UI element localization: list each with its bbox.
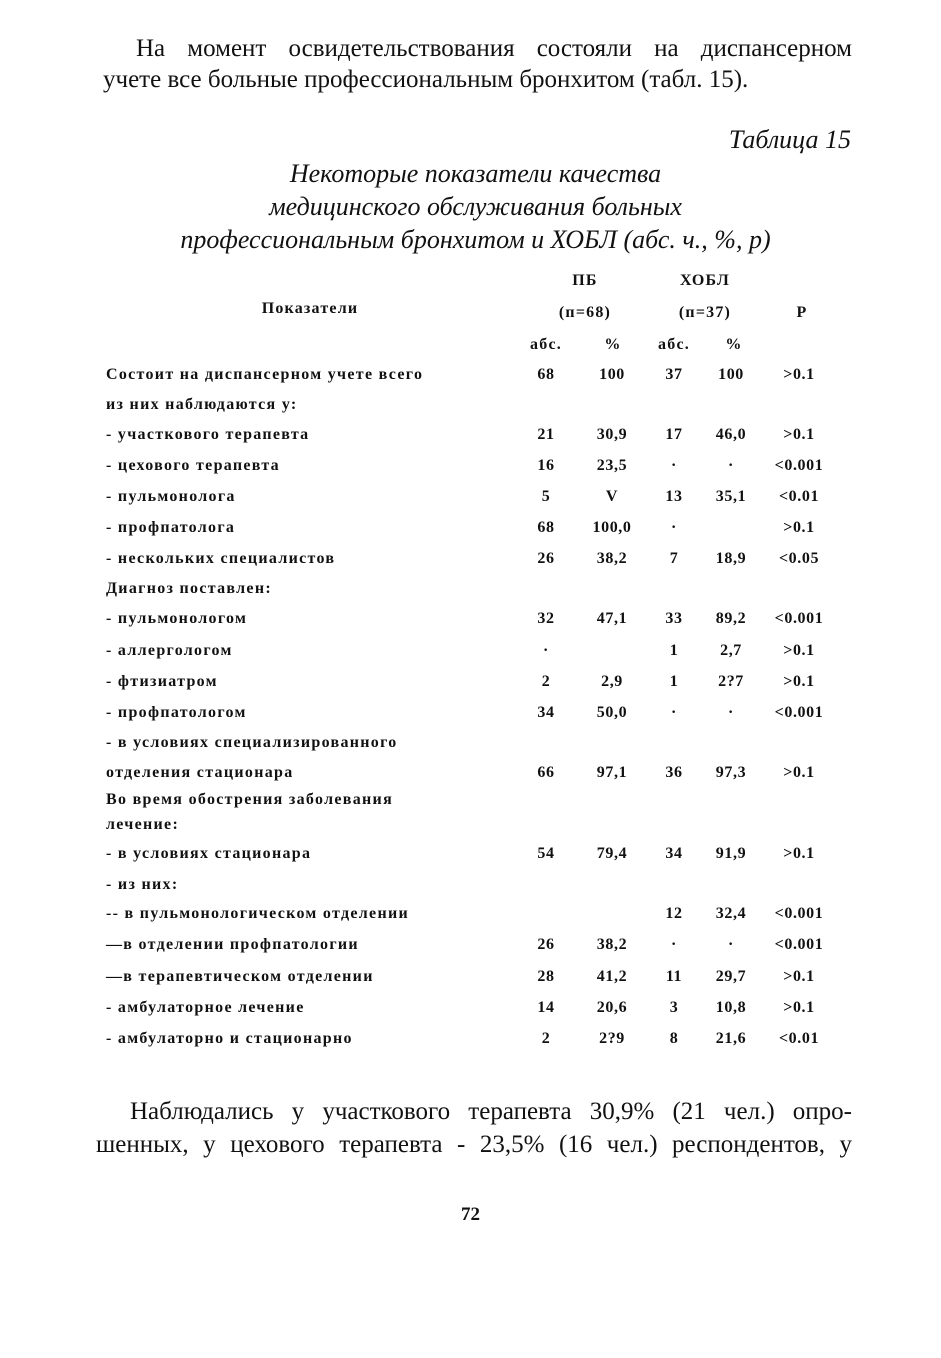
- cell-copd-abs: 33: [665, 610, 683, 627]
- header-copd-abs: абс.: [658, 336, 690, 353]
- cell-pb-abs: 32: [537, 610, 555, 627]
- table-caption-line: медицинского обслуживания больных: [269, 192, 682, 221]
- cell-copd-pct: 18,9: [715, 550, 747, 567]
- cell-pb-pct: 100,0: [592, 519, 632, 536]
- cell-pb-pct: 2?9: [599, 1030, 625, 1047]
- cell-copd-pct: 29,7: [715, 968, 747, 985]
- cell-copd-pct: 32,4: [715, 905, 747, 922]
- cell-copd-abs: 1: [669, 642, 679, 659]
- cell-copd-pct: 97,3: [715, 764, 747, 781]
- cell-p: >0.1: [783, 366, 815, 383]
- cell-pb-abs: 66: [537, 764, 555, 781]
- cell-copd-abs: 1: [669, 673, 679, 690]
- cell-pb-pct: 20,6: [596, 999, 628, 1016]
- cell-p: >0.1: [783, 999, 815, 1016]
- cell-copd-pct: 21,6: [715, 1030, 747, 1047]
- cell-copd-pct: 100: [718, 366, 744, 383]
- header-copd: ХОБЛ: [679, 272, 731, 289]
- row-label: - цехового терапевта: [106, 457, 280, 474]
- cell-copd-abs: 17: [665, 426, 683, 443]
- table-number: Таблица 15: [728, 125, 851, 154]
- cell-copd-pct: 89,2: [715, 610, 747, 627]
- row-label: -- в пульмонологическом отделении: [106, 905, 410, 922]
- row-label: - нескольких специалистов: [106, 550, 336, 567]
- cell-pb-abs: 26: [537, 550, 555, 567]
- cell-pb-pct: 100: [599, 366, 625, 383]
- row-label: - фтизиатром: [106, 673, 218, 690]
- cell-copd-abs: ·: [671, 704, 677, 721]
- cell-pb-pct: 97,1: [596, 764, 628, 781]
- cell-pb-pct: V: [605, 488, 619, 505]
- page-number: 72: [461, 1204, 480, 1225]
- row-label: - из них:: [106, 876, 179, 893]
- cell-pb-abs: 2: [541, 1030, 551, 1047]
- cell-p: <0.001: [774, 457, 824, 474]
- cell-copd-abs: 11: [665, 968, 683, 985]
- cell-pb-abs: 14: [537, 999, 555, 1016]
- cell-pb-abs: 26: [537, 936, 555, 953]
- row-label: —в отделении профпатологии: [106, 936, 359, 953]
- cell-p: >0.1: [783, 426, 815, 443]
- header-indicators: Показатели: [261, 300, 359, 317]
- row-label: - в условиях специализированного: [106, 734, 398, 751]
- table-caption-line: Некоторые показатели качества: [289, 159, 662, 188]
- cell-pb-pct: 41,2: [596, 968, 628, 985]
- cell-p: >0.1: [783, 845, 815, 862]
- header-pb-pct: %: [604, 336, 622, 353]
- cell-copd-pct: 2?7: [718, 673, 744, 690]
- cell-p: <0.05: [778, 550, 820, 567]
- cell-copd-pct: ·: [728, 457, 734, 474]
- cell-p: <0.01: [778, 488, 820, 505]
- table-caption: [0, 157, 941, 256]
- intro-line-2: учете все больные профессиональным бронхитом (табл. 15).: [103, 66, 749, 93]
- row-label: из них наблюдаются у:: [106, 396, 298, 413]
- cell-pb-abs: 54: [537, 845, 555, 862]
- row-label: Диагноз поставлен:: [106, 580, 272, 597]
- cell-copd-abs: 37: [665, 366, 683, 383]
- cell-copd-abs: ·: [671, 519, 677, 536]
- row-label: - амбулаторное лечение: [106, 999, 305, 1016]
- cell-p: >0.1: [783, 519, 815, 536]
- cell-pb-pct: 30,9: [596, 426, 628, 443]
- cell-copd-abs: ·: [671, 936, 677, 953]
- header-pb-n: (п=68): [558, 304, 612, 321]
- cell-pb-abs: 68: [537, 366, 555, 383]
- cell-p: <0.001: [774, 936, 824, 953]
- cell-copd-pct: 2,7: [720, 642, 742, 659]
- intro-line-1: На момент освидетельствования состояли на диспансерном: [136, 35, 852, 62]
- cell-p: >0.1: [783, 968, 815, 985]
- row-label: —в терапевтическом отделении: [106, 968, 374, 985]
- cell-pb-abs: 5: [541, 488, 551, 505]
- row-label: - профпатологом: [106, 704, 247, 721]
- cell-copd-pct: 46,0: [715, 426, 747, 443]
- cell-pb-pct: 79,4: [596, 845, 628, 862]
- cell-copd-abs: 3: [669, 999, 679, 1016]
- cell-p: >0.1: [783, 642, 815, 659]
- cell-copd-abs: 34: [665, 845, 683, 862]
- outro-line-2: шенных, у цехового терапевта - 23,5% (16 чел.) респондентов, у: [96, 1131, 852, 1158]
- cell-copd-abs: 36: [665, 764, 683, 781]
- cell-pb-pct: 38,2: [596, 550, 628, 567]
- cell-pb-abs: 2: [541, 673, 551, 690]
- cell-p: <0.001: [774, 610, 824, 627]
- row-label: - в условиях стационара: [106, 845, 312, 862]
- cell-pb-pct: 23,5: [596, 457, 628, 474]
- cell-p: <0.001: [774, 704, 824, 721]
- cell-copd-pct: 91,9: [715, 845, 747, 862]
- header-p: Р: [796, 304, 808, 321]
- cell-copd-abs: 8: [669, 1030, 679, 1047]
- cell-copd-abs: 12: [665, 905, 683, 922]
- cell-copd-abs: ·: [671, 457, 677, 474]
- cell-copd-pct: 35,1: [715, 488, 747, 505]
- header-copd-pct: %: [725, 336, 743, 353]
- header-pb: ПБ: [572, 272, 598, 289]
- row-label: отделения стационара: [106, 764, 294, 781]
- cell-pb-abs: 68: [537, 519, 555, 536]
- cell-pb-abs: 28: [537, 968, 555, 985]
- row-label: - пульмонологом: [106, 610, 248, 627]
- outro-line-1: Наблюдались у участкового терапевта 30,9% (21 чел.) опро-: [130, 1098, 852, 1125]
- row-label: лечение:: [106, 816, 180, 833]
- row-label: Состоит на диспансерном учете всего: [106, 366, 424, 383]
- row-label: - участкового терапевта: [106, 426, 310, 443]
- cell-pb-abs: 16: [537, 457, 555, 474]
- header-pb-abs: абс.: [530, 336, 562, 353]
- cell-pb-abs: 34: [537, 704, 555, 721]
- cell-pb-pct: 2,9: [601, 673, 623, 690]
- cell-copd-abs: 7: [669, 550, 679, 567]
- cell-p: >0.1: [783, 673, 815, 690]
- row-label: - профпатолога: [106, 519, 236, 536]
- cell-p: <0.01: [778, 1030, 820, 1047]
- cell-pb-pct: 50,0: [596, 704, 628, 721]
- cell-pb-pct: 47,1: [596, 610, 628, 627]
- cell-copd-pct: ·: [728, 704, 734, 721]
- header-copd-n: (п=37): [678, 304, 732, 321]
- cell-p: >0.1: [783, 764, 815, 781]
- row-label: - амбулаторно и стационарно: [106, 1030, 353, 1047]
- cell-copd-pct: 10,8: [715, 999, 747, 1016]
- cell-pb-abs: ·: [543, 642, 549, 659]
- cell-p: <0.001: [774, 905, 824, 922]
- cell-copd-pct: ·: [728, 936, 734, 953]
- row-label: Во время обострения заболевания: [106, 791, 394, 808]
- row-label: - пульмонолога: [106, 488, 236, 505]
- cell-copd-abs: 13: [665, 488, 683, 505]
- row-label: - аллергологом: [106, 642, 233, 659]
- cell-pb-abs: 21: [537, 426, 555, 443]
- table-caption-line: профессиональным бронхитом и ХОБЛ (абс. ч., %, р): [180, 225, 771, 254]
- cell-pb-pct: 38,2: [596, 936, 628, 953]
